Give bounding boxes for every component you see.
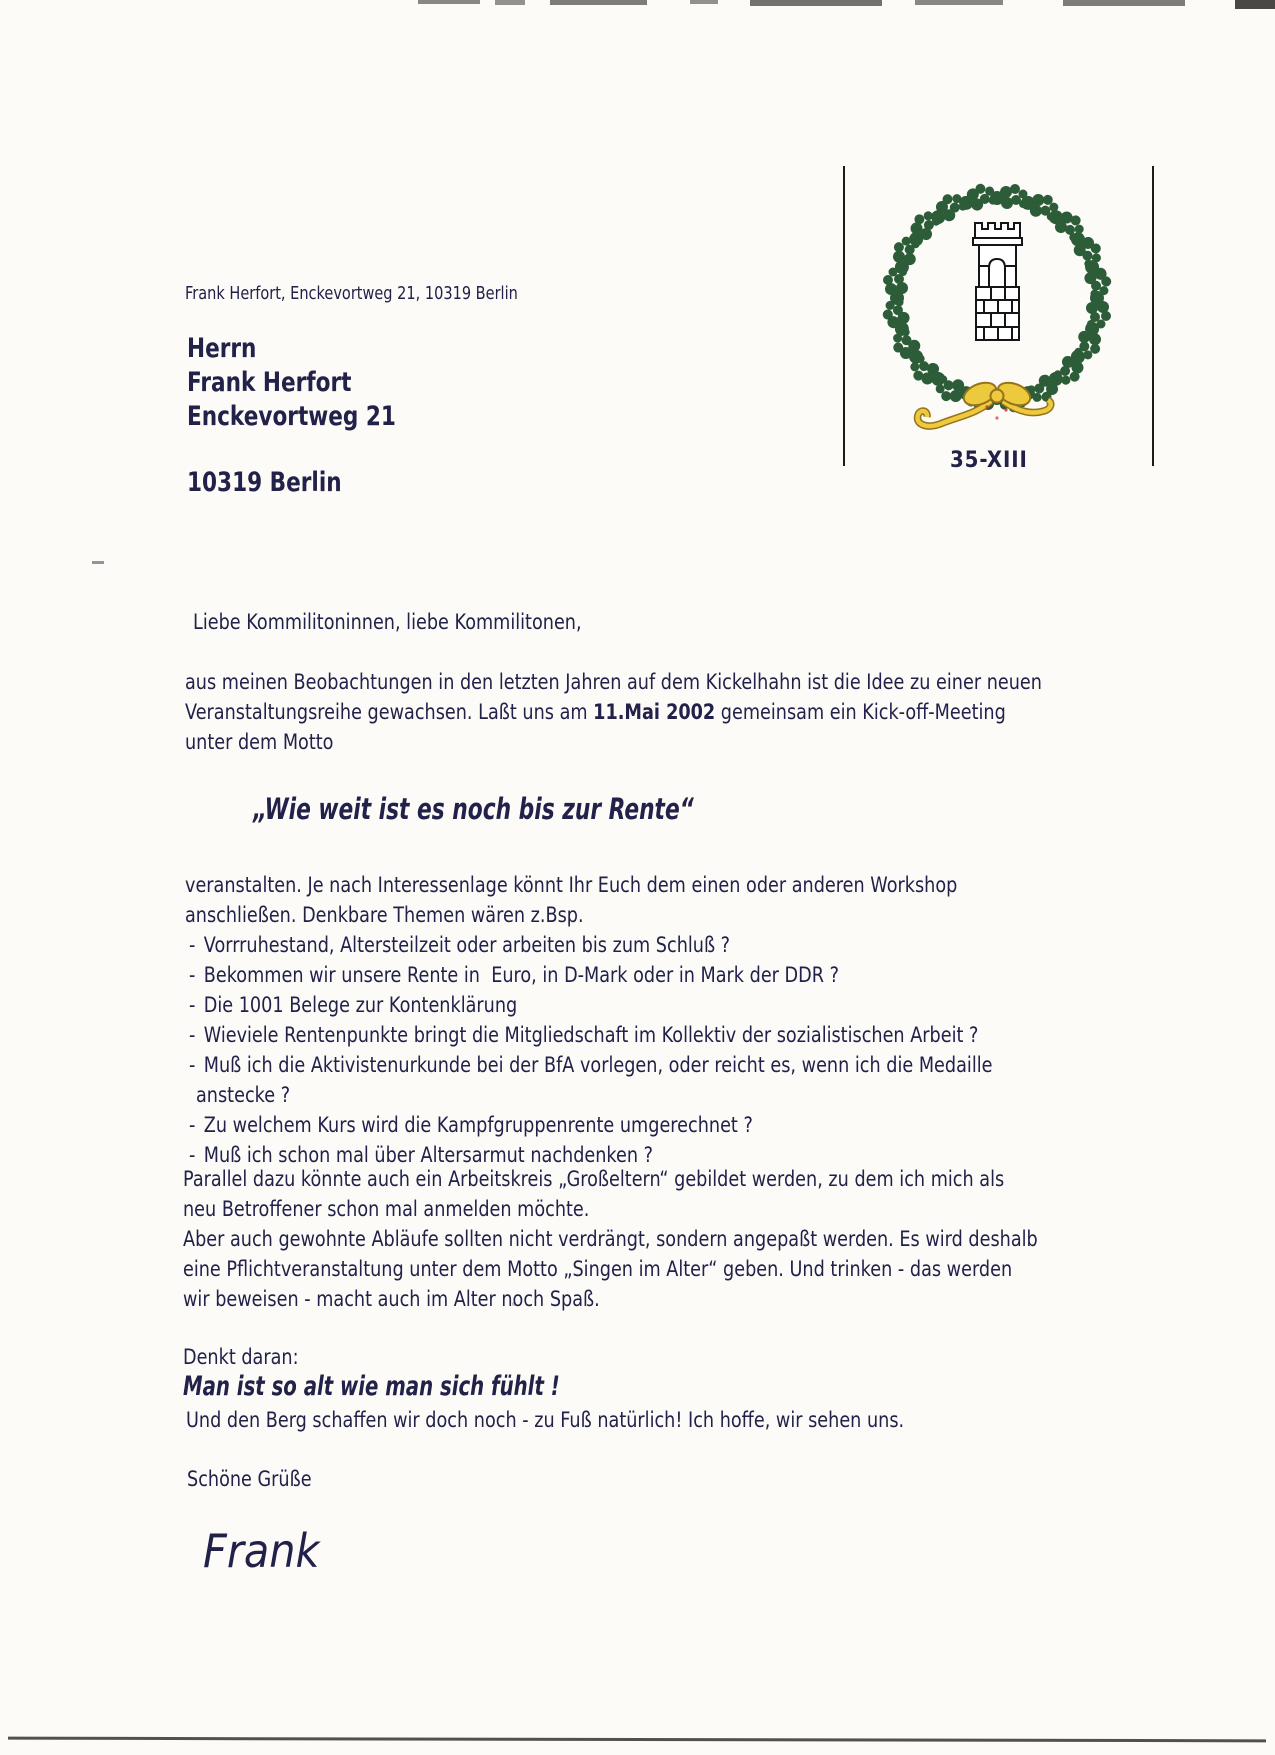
bullet-dash: - xyxy=(189,933,196,957)
scan-artifact-top xyxy=(550,0,647,5)
logo-left-rule xyxy=(843,166,845,466)
list-item-text: Muß ich schon mal über Altersarmut nachdenken ? xyxy=(203,1143,654,1167)
scan-artifact-top xyxy=(1063,0,1185,6)
bullet-dash: - xyxy=(189,963,196,987)
bullet-dash: - xyxy=(189,1113,196,1137)
paragraph-line: Parallel dazu könnte auch ein Arbeitskreis „Großeltern“ gebildet werden, zu dem ich mich als xyxy=(183,1167,1005,1191)
scan-artifact-top xyxy=(495,0,525,5)
stray-dash-artifact xyxy=(92,561,104,564)
list-item-text: Bekommen wir unsere Rente in Euro, in D-Mark oder in Mark der DDR ? xyxy=(203,963,839,987)
scan-artifact-top xyxy=(750,0,882,6)
list-item xyxy=(189,1052,992,1079)
list-item-text: Vorrruhestand, Altersteilzeit oder arbeiten bis zum Schluß ? xyxy=(203,933,731,957)
meeting-date: 11.Mai 2002 xyxy=(593,700,716,724)
bullet-dash: - xyxy=(189,993,196,1017)
bullet-dash: - xyxy=(189,1053,196,1077)
list-item xyxy=(189,1112,753,1139)
bullet-dash: - xyxy=(189,1023,196,1047)
salutation: Liebe Kommilitoninnen, liebe Kommilitonen, xyxy=(193,610,582,634)
tower-icon xyxy=(973,223,1022,340)
list-item xyxy=(189,992,517,1019)
list-item-text: Wieviele Rentenpunkte bringt die Mitgliedschaft im Kollektiv der sozialistischen Arbeit ? xyxy=(203,1023,979,1047)
list-item-text: Zu welchem Kurs wird die Kampfgruppenrente umgerechnet ? xyxy=(203,1113,753,1137)
list-item xyxy=(189,1022,978,1049)
paragraph-line: Aber auch gewohnte Abläufe sollten nicht verdrängt, sondern angepaßt werden. Es wird deshalb xyxy=(183,1227,1038,1251)
laurel-wreath-icon xyxy=(870,160,1125,436)
signature: Frank xyxy=(203,1524,320,1578)
list-item-text: Die 1001 Belege zur Kontenklärung xyxy=(203,993,518,1017)
list-item xyxy=(189,962,839,989)
slogan: Man ist so alt wie man sich fühlt ! xyxy=(183,1371,560,1402)
list-item xyxy=(189,1142,653,1169)
scan-artifact-top xyxy=(690,0,718,4)
logo-label: 35-XIII xyxy=(950,448,1028,473)
scan-artifact-bottom-line xyxy=(8,1737,1266,1743)
paragraph-line: wir beweisen - macht auch im Alter noch Spaß. xyxy=(183,1287,600,1311)
paragraph-line: neu Betroffener schon mal anmelden möchte. xyxy=(183,1197,590,1221)
logo-right-rule xyxy=(1152,166,1154,466)
recipient-name: Frank Herfort xyxy=(187,367,352,398)
recipient-salutation-line: Herrn xyxy=(187,333,257,364)
paragraph-line: anschließen. Denkbare Themen wären z.Bsp. xyxy=(185,903,584,927)
list-item-text: Muß ich die Aktivistenurkunde bei der BfA vorlegen, oder reicht es, wenn ich die Medaille xyxy=(203,1053,993,1077)
paragraph-line xyxy=(185,699,1006,726)
paragraph-text: Veranstaltungsreihe gewachsen. Laßt uns am xyxy=(185,700,594,724)
sender-line: Frank Herfort, Enckevortweg 21, 10319 Berlin xyxy=(185,284,518,304)
paragraph-line: aus meinen Beobachtungen in den letzten Jahren auf dem Kickelhahn ist die Idee zu einer neuen xyxy=(185,670,1042,694)
recipient-street: Enckevortweg 21 xyxy=(187,401,396,432)
list-item xyxy=(189,932,730,959)
bullet-dash: - xyxy=(189,1143,196,1167)
paragraph-line: eine Pflichtveranstaltung unter dem Motto „Singen im Alter“ geben. Und trinken - das werden xyxy=(183,1257,1013,1281)
greeting: Schöne Grüße xyxy=(187,1467,312,1491)
motto: „Wie weit ist es noch bis zur Rente“ xyxy=(253,792,694,826)
closing-line: Und den Berg schaffen wir doch noch - zu Fuß natürlich! Ich hoffe, wir sehen uns. xyxy=(186,1408,905,1432)
reminder-label: Denkt daran: xyxy=(183,1345,299,1369)
scan-artifact-top xyxy=(418,0,480,4)
paragraph-text: gemeinsam ein Kick-off-Meeting xyxy=(715,700,1006,724)
list-item-continuation: anstecke ? xyxy=(196,1083,291,1107)
paragraph-line: veranstalten. Je nach Interessenlage könnt Ihr Euch dem einen oder anderen Workshop xyxy=(185,873,958,897)
scan-artifact-top xyxy=(915,0,1003,5)
recipient-city: 10319 Berlin xyxy=(187,467,342,498)
paragraph-line: unter dem Motto xyxy=(185,730,334,754)
scan-artifact-top xyxy=(1235,0,1275,9)
